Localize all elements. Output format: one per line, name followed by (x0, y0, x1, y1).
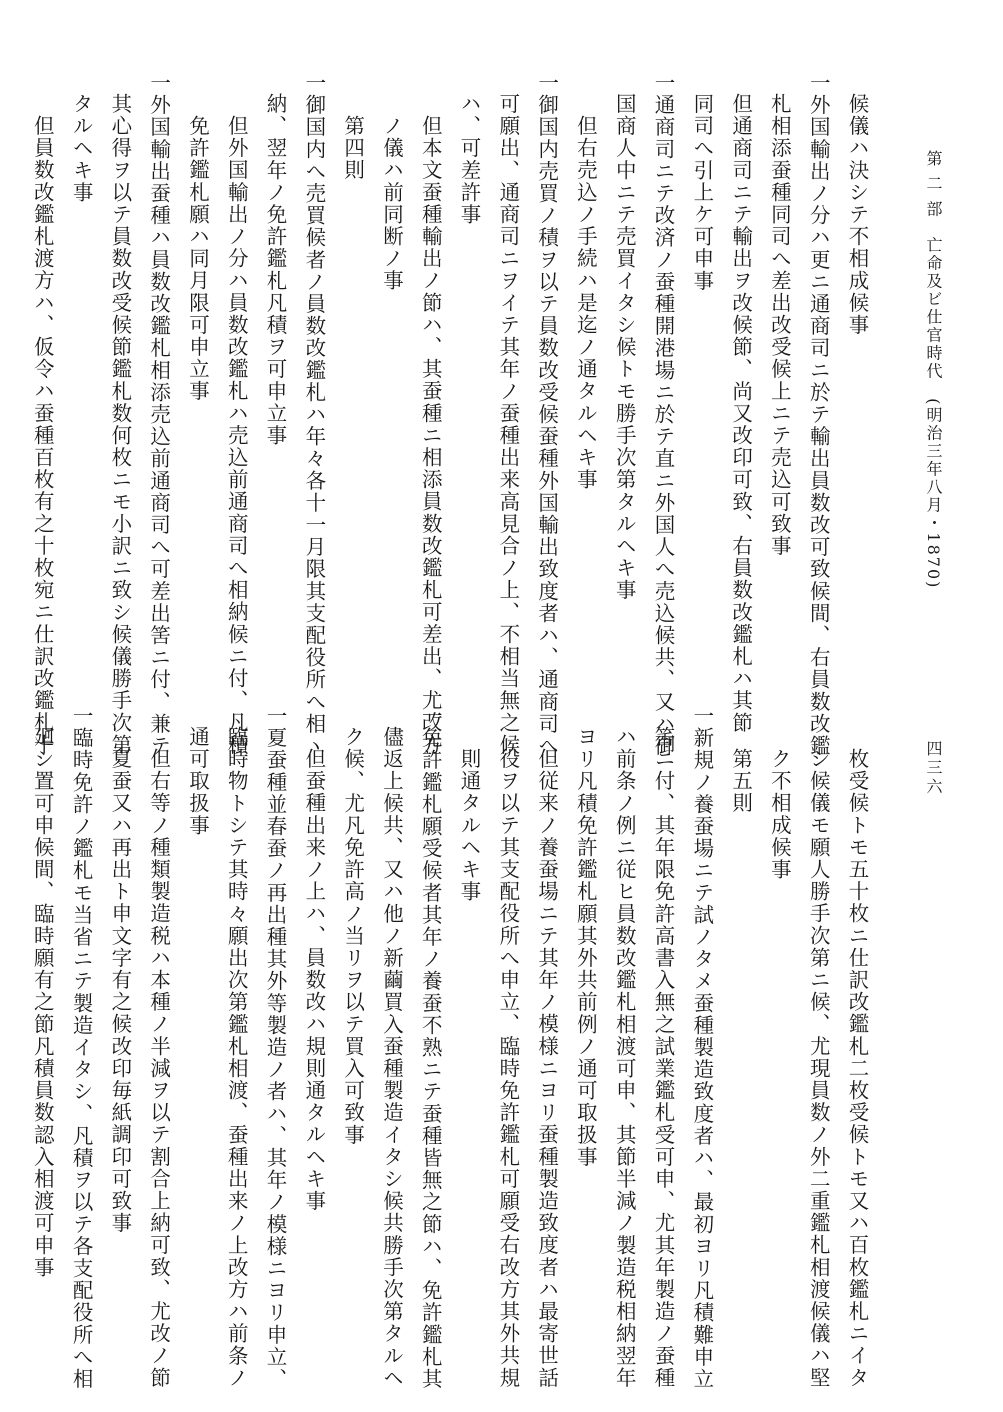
text-line: 可願出、通商司ニヲイテ其年ノ蚕種出来高見合ノ上、不相当無之候 (495, 93, 520, 756)
text-block-bottom (30, 705, 876, 1391)
text-line: シ候儀モ願人勝手次第ニ候、尤現員数ノ外二重鑑札相渡候儀ハ堅 (806, 748, 831, 1389)
text-line: 通可取扱事 (185, 726, 210, 837)
text-line: 国商人中ニテ売買イタシ候トモ勝手次第タルヘキ事 (612, 93, 637, 602)
text-line: 納、翌年ノ免許鑑札凡積ヲ可申立事 (263, 93, 288, 447)
text-line: 一新規ノ養蚕場ニテ試ノタメ蚕種製造致度者ハ、最初ヨリ凡積難申立 (689, 705, 714, 1391)
text-line: 廻シ置可申候間、臨時願有之節凡積員数認入相渡可申事 (30, 726, 55, 1279)
text-line: 但右売込ノ手続ハ是迄ノ通タルヘキ事 (573, 115, 598, 491)
text-line: ノ儀ハ前同断ノ事 (379, 115, 404, 292)
text-line: 但蚕種出来ノ上ハ、員数改ハ規則通タルヘキ事 (301, 748, 326, 1213)
text-line: ク不相成候事 (767, 748, 792, 881)
text-line: 一御国内売買ノ積ヲ以テ員数改受候蚕種外国輸出致度者ハ、通商司へ (534, 72, 559, 758)
text-line: 免許鑑札願ハ同月限可申立事 (185, 115, 210, 403)
text-line: タルヘキ事 (69, 93, 94, 204)
text-line: 其心得ヲ以テ員数改受候節鑑札数何枚ニモ小訳ニ致シ候儀勝手次第 (107, 93, 132, 756)
text-line: 但右等ノ種類製造税ハ本種ノ半減ヲ以テ割合上納可致、尤改ノ節 (146, 748, 171, 1389)
text-line: ク候、尤凡免許高ノ当リヲ以テ買入可致事 (340, 726, 365, 1146)
text-line: 一夏蚕種並春蚕ノ再出種其外等製造ノ者ハ、其年ノ模様ニヨリ申立、 (263, 705, 288, 1391)
text-line: 一免許鑑札願受候者其年ノ養蚕不熟ニテ蚕種皆無之節ハ、免許鑑札其 (418, 705, 443, 1391)
text-line: 但員数改鑑札渡方ハ、仮令ハ蚕種百枚有之十枚宛ニ仕訳改鑑札十 (30, 115, 55, 756)
text-block-top (30, 72, 876, 758)
text-line: 一外国輸出蚕種ハ員数改鑑札相添売込前通商司へ可差出筈ニ付、兼テ (146, 72, 171, 758)
text-line: 一臨時免許ノ鑑札モ当省ニテ製造イタシ、凡積ヲ以テ各支配役所へ相 (69, 705, 94, 1391)
text-line: 第五則 (728, 748, 753, 815)
text-line: 役ヲ以テ其支配役所へ申立、臨時免許鑑札可願受右改方其外共規 (495, 748, 520, 1389)
text-line: 候儀ハ決シテ不相成候事 (845, 93, 869, 337)
text-line: 但従来ノ養蚕場ニテ其年ノ模様ニヨリ蚕種製造致度者ハ最寄世話 (534, 748, 559, 1389)
text-line: 第四則 (340, 115, 365, 182)
text-line: 臨時物トシテ其時々願出次第鑑札相渡、蚕種出来ノ上改方ハ前条ノ (224, 726, 249, 1389)
text-line: 筈ニ付、其年限免許高書入無之試業鑑札受可申、尤其年製造ノ蚕種 (651, 726, 676, 1389)
text-line: 札相添蚕種同司へ差出改受候上ニテ売込可致事 (767, 93, 792, 558)
text-line: 同司へ引上ケ可申事 (689, 93, 714, 292)
text-line: 則通タルヘキ事 (457, 748, 482, 903)
text-line: 但本文蚕種輸出ノ節ハ、其蚕種ニ相添員数改鑑札可差出、尤改方 (418, 115, 443, 756)
text-line: ハ、可差許事 (457, 93, 482, 226)
text-line: 一外国輸出ノ分ハ更ニ通商司ニ於テ輸出員数改可致候間、右員数改鑑 (806, 72, 831, 758)
text-line: 一通商司ニテ改済ノ蚕種開港場ニ於テ直ニ外国人へ売込候共、又ハ御 (651, 72, 676, 758)
text-line: 但通商司ニテ輸出ヲ改候節、尚又改印可致、右員数改鑑札ハ其節 (728, 93, 753, 734)
text-line: 一御国内へ売買候者ノ員数改鑑札ハ年々各十一月限其支配役所へ相ヽ (301, 72, 326, 758)
text-line: 夏蚕又ハ再出ト申文字有之候改印毎紙調印可致事 (107, 748, 132, 1235)
text-line: 儘返上候共、又ハ他ノ新繭買入蚕種製造イタシ候共勝手次第タルヘ (379, 726, 404, 1389)
text-line: 但外国輸出ノ分ハ員数改鑑札ハ売込前通商司へ相納候ニ付、凡積 (224, 115, 249, 756)
text-line: 枚受候トモ五十枚ニ仕訳改鑑札二枚受候トモ又ハ百枚鑑札ニイタ (845, 748, 869, 1389)
text-line: ハ前条ノ例ニ従ヒ員数改鑑札相渡可申、其節半減ノ製造税相納翌年 (612, 726, 637, 1389)
page-number: 四三六 (924, 740, 943, 797)
text-line: ヨリ凡積免許鑑札願其外共前例ノ通可取扱事 (573, 726, 598, 1168)
running-header: 第 二 部 亡命及ビ仕官時代 (明治三年八月・1870) (924, 150, 943, 590)
